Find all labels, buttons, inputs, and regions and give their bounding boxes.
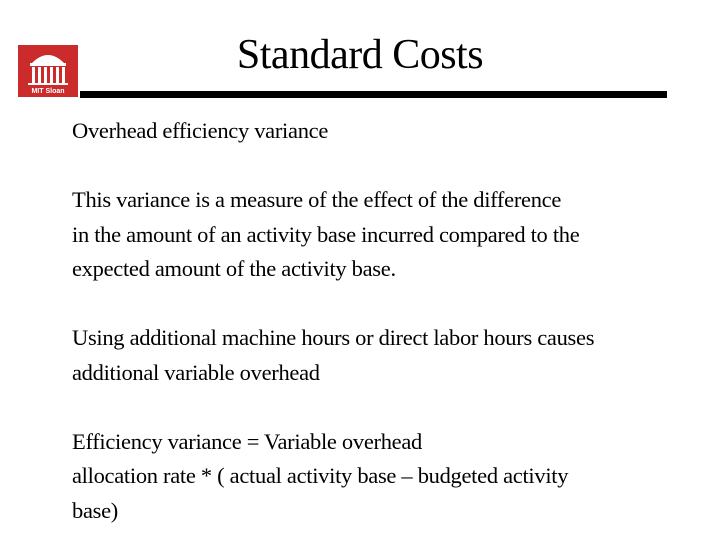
formula-paragraph bbox=[72, 425, 682, 529]
slide-title: Standard Costs bbox=[236, 32, 484, 78]
section-heading bbox=[72, 114, 682, 149]
title-underline bbox=[80, 91, 667, 98]
cause-paragraph bbox=[72, 321, 682, 390]
slide-body bbox=[72, 114, 682, 528]
logo-text: MIT Sloan bbox=[31, 88, 65, 95]
formula-line-2: allocation rate * ( actual activity base – budgeted activity bbox=[72, 463, 569, 488]
cause-line-2: additional variable overhead bbox=[72, 359, 320, 385]
definition-line-2: in the amount of an activity base incurred compared to the bbox=[72, 221, 580, 247]
heading-text: Overhead efficiency variance bbox=[72, 118, 329, 143]
formula-line-1: Efficiency variance = Variable overhead bbox=[72, 428, 422, 454]
definition-line-1: This variance is a measure of the effect of the difference bbox=[72, 187, 562, 212]
cause-line-1: Using additional machine hours or direct labor hours causes bbox=[72, 325, 595, 350]
formula-line-3: base) bbox=[72, 497, 118, 523]
definition-paragraph bbox=[72, 183, 682, 287]
definition-line-3: expected amount of the activity base. bbox=[72, 256, 396, 281]
